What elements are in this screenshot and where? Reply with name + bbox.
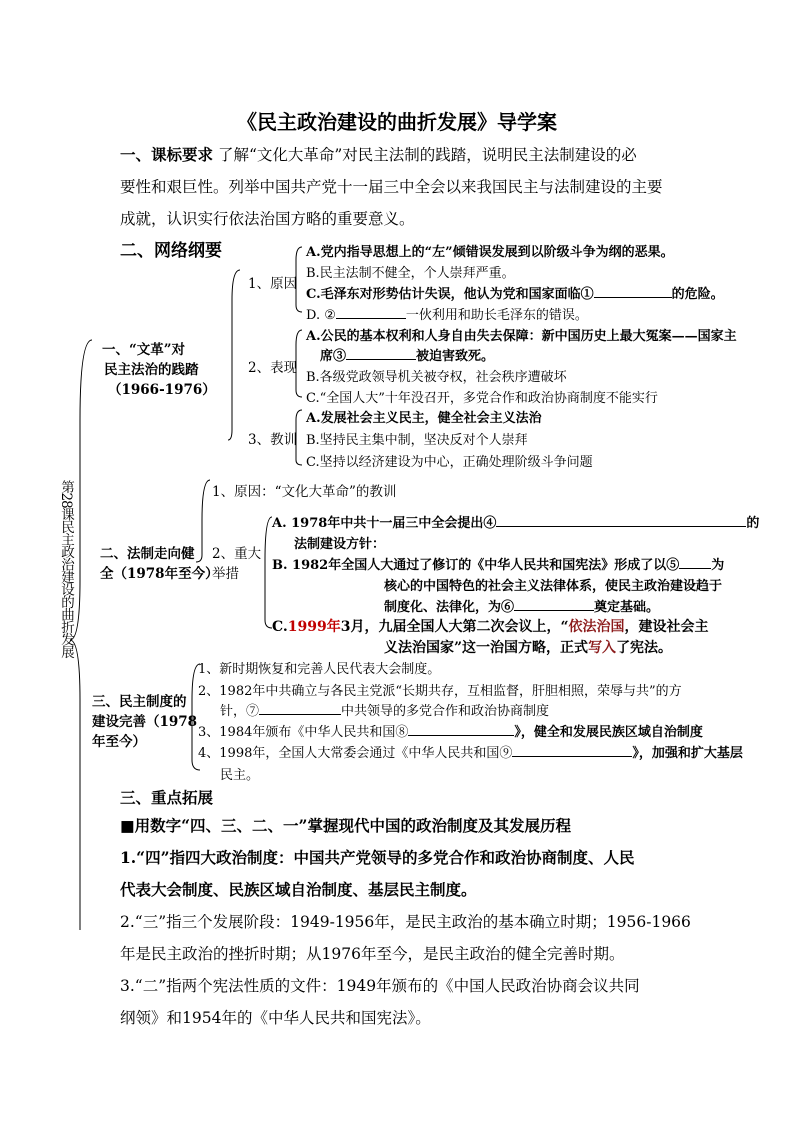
part2-label-2: 全（1978年至今）	[100, 566, 219, 582]
section1-line2: 要性和艰巨性。列举中国共产党十一届三中全会以来我国民主与法制建设的主要	[120, 178, 663, 196]
p1-reason-c: C.毛泽东对形势估计失误，他认为党和国家面临① 的危险。	[306, 283, 724, 302]
section1-line1	[120, 139, 637, 171]
p2-reason: 1、原因：“文化大革命”的教训	[212, 484, 397, 500]
p1-show-a: A.公民的基本权利和人身自由失去保障：新中国历史上最大冤案——国家主	[306, 329, 737, 344]
section3-p2a: 2.“三”指三个发展阶段：1949-1956年，是民主政治的基本确立时期；1956-1966	[120, 913, 691, 931]
section3-lead: ■用数字“四、三、二、一”掌握现代中国的政治制度及其发展历程	[120, 816, 571, 835]
part2-label-1: 二、法制走向健	[100, 546, 195, 562]
p2-item-b: B. 1982年全国人大通过了修订的《中华人民共和国宪法》形成了以⑤ 为	[272, 554, 724, 573]
p1-lesson-c: C.坚持以经济建设为中心，正确处理阶级斗争问题	[306, 455, 593, 470]
section3-p2b: 年是民主政治的挫折时期；从1976年至今，是民主政治的健全完善时期。	[120, 945, 625, 963]
p1-lesson-a: A.发展社会主义民主，健全社会主义法治	[306, 411, 542, 426]
section1-heading: 一、课标要求	[120, 145, 214, 164]
p2-measure-2: 举措	[212, 566, 239, 582]
section3-p3b: 纲领》和1954年的《中华人民共和国宪法》。	[120, 1009, 431, 1027]
part1-label-3: （1966-1976）	[108, 382, 216, 398]
p1-reason-label: 1、原因	[248, 276, 298, 292]
section3-p1a: 1.“四”指四大政治制度：中国共产党领导的多党合作和政治协商制度、人民	[120, 848, 635, 867]
p3-item-1: 1、新时期恢复和完善人民代表大会制度。	[198, 662, 441, 677]
section1-text1: 了解“文化大革命”对民主法制的践踏，说明民主法制建设的必	[217, 146, 637, 164]
p3-item-3: 3、1984年颁布《中华人民共和国⑧ 》，健全和发展民族区域自治制度	[198, 721, 703, 740]
part3-label-3: 年至今）	[92, 734, 146, 750]
p2-item-a: A. 1978年中共十一届三中全会提出④ 的	[272, 512, 759, 531]
p2-item-b4: 制度化、法律化，为⑥ 奠定基础。	[384, 596, 659, 615]
section3-p3a: 3.“二”指两个宪法性质的文件：1949年颁布的《中国人民政治协商会议共同	[120, 977, 640, 995]
p1-reason-d: D. ② 一伙利用和助长毛泽东的错误。	[306, 304, 588, 323]
p1-show-c: C.“全国人大”十年没召开，多党合作和政治协商制度不能实行	[306, 391, 658, 406]
p3-item-2a: 2、1982年中共确立与各民主党派“长期共存，互相监督，肝胆相照，荣辱与共”的方	[198, 684, 682, 699]
p2-item-c2: 义法治国家”这一治国方略，正式写入了宪法。	[384, 640, 673, 656]
p1-reason-b: B.民主法制不健全，个人崇拜严重。	[306, 266, 515, 281]
p3-item-4b: 民主。	[220, 768, 260, 783]
part1-label-1: 一、“文革”对	[102, 342, 186, 358]
lesson-side-title: 第28课民主政治建设的曲折发展	[58, 480, 74, 658]
section2-heading: 二、网络纲要	[120, 241, 222, 261]
part3-label-1: 三、民主制度的	[92, 694, 187, 710]
p1-show-b: B.各级党政领导机关被夺权，社会秩序遭破坏	[306, 370, 567, 385]
section1-line3: 成就，认识实行依法治国方略的重要意义。	[120, 210, 415, 228]
p2-item-c: C.1999年3月，九届全国人大第二次会议上，“依法治国，建设社会主	[272, 619, 709, 635]
p1-lesson-b: B.坚持民主集中制，坚决反对个人崇拜	[306, 433, 528, 448]
p3-item-4: 4、1998年，全国人大常委会通过《中华人民共和国⑨ 》，加强和扩大基层	[198, 742, 743, 761]
p1-lesson-label: 3、教训	[248, 432, 298, 448]
section3-p1b: 代表大会制度、民族区域自治制度、基层民主制度。	[120, 880, 477, 899]
p2-measure-1: 2、重大	[212, 546, 262, 562]
p1-reason-a: A.党内指导思想上的“左”倾错误发展到以阶级斗争为纲的恶果。	[306, 245, 674, 260]
part1-label-2: 民主法治的践踏	[104, 362, 199, 378]
p2-item-b3: 核心的中国特色的社会主义法律体系，使民主政治建设趋于	[384, 579, 723, 594]
p3-item-2b: 针，⑦ 中共领导的多党合作和政治协商制度	[220, 700, 549, 719]
p1-show-a2: 席③ 被迫害致死。	[320, 345, 494, 364]
page-title: 《民主政治建设的曲折发展》导学案	[237, 110, 557, 134]
part3-label-2: 建设完善（1978	[92, 714, 198, 730]
p2-item-a3: 法制建设方针：	[294, 537, 386, 552]
section3-heading: 三、重点拓展	[120, 788, 214, 807]
p1-show-label: 2、表现	[248, 360, 298, 376]
